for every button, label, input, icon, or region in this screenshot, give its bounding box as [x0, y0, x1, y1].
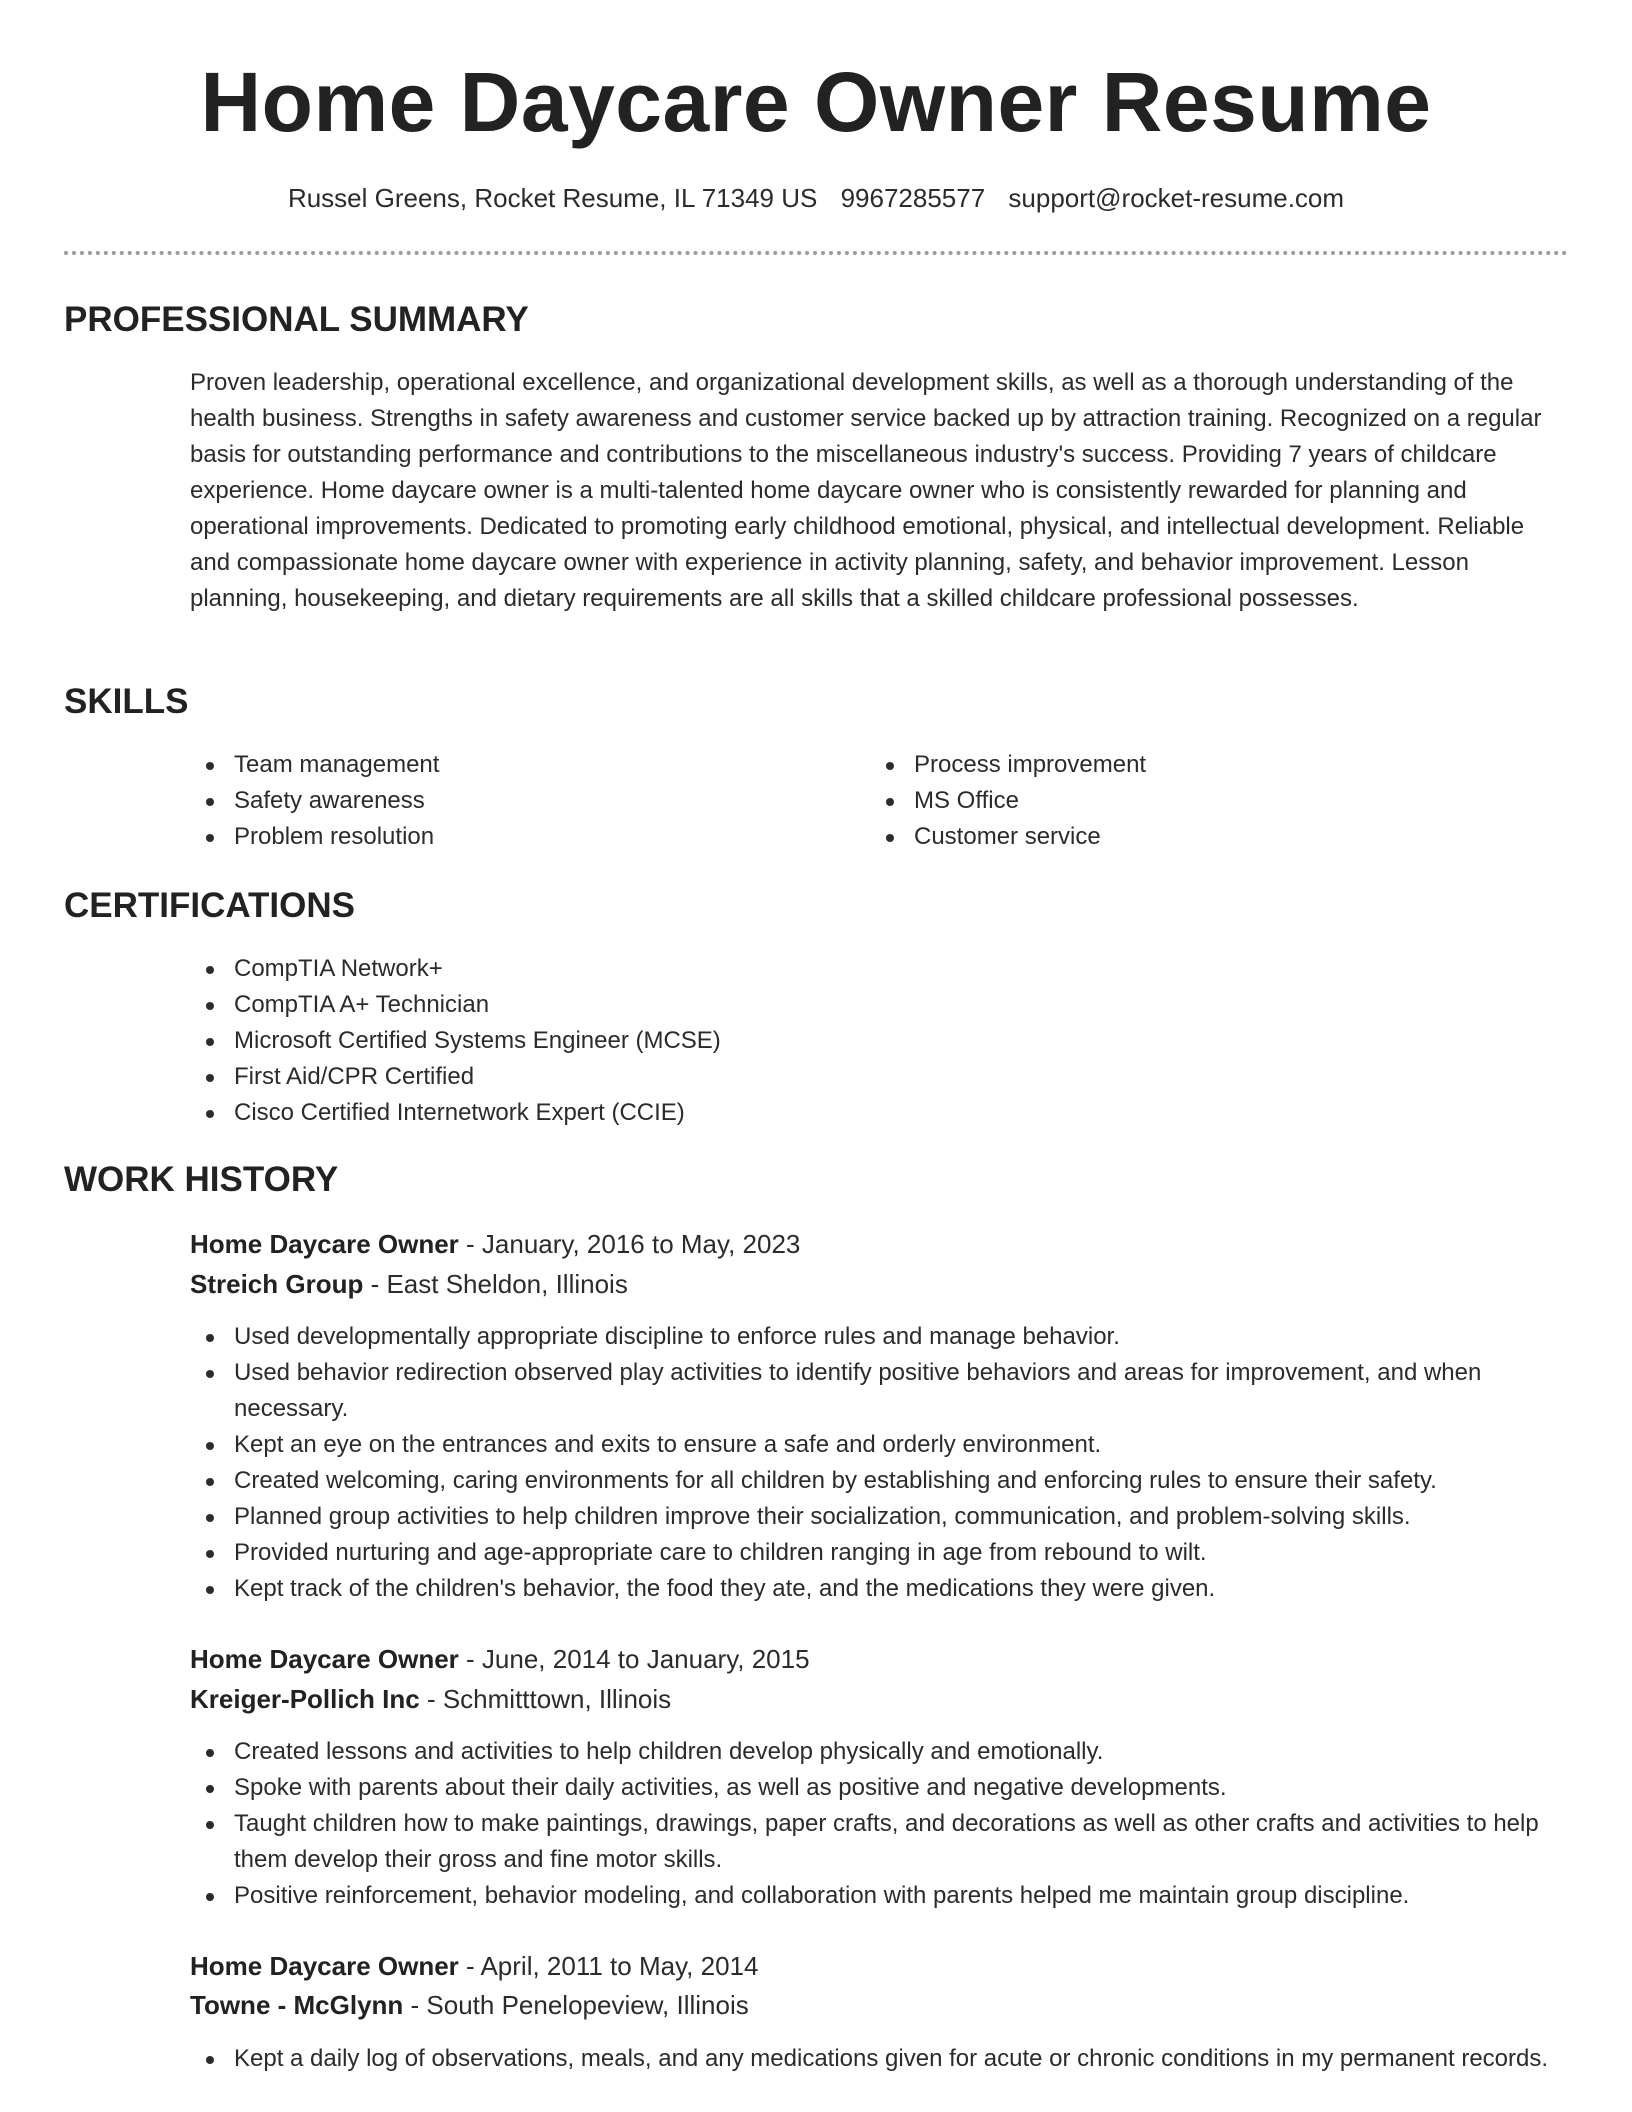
skills-heading: SKILLS	[64, 682, 189, 721]
job-duties-list	[190, 1319, 1568, 1607]
job-dates: - January, 2016 to May, 2023	[458, 1229, 801, 1259]
job-title: Home Daycare Owner	[190, 1229, 459, 1259]
contact-line	[0, 180, 1632, 216]
job-company: Towne - McGlynn	[190, 1990, 404, 2020]
contact-email: support@rocket-resume.com	[1008, 183, 1345, 213]
job-location: - Schmitttown, Illinois	[419, 1684, 672, 1714]
job-company: Streich Group	[190, 1269, 364, 1299]
summary-heading: PROFESSIONAL SUMMARY	[64, 300, 529, 339]
job-title: Home Daycare Owner	[190, 1644, 459, 1674]
job-title-line	[190, 1947, 1568, 1985]
skill-item: MS Office	[870, 783, 1530, 819]
work-history-heading: WORK HISTORY	[64, 1160, 339, 1199]
certification-item: First Aid/CPR Certified	[190, 1059, 1490, 1095]
job-duty: Used behavior redirection observed play activities to identify positive behaviors and areas for improvement, and when necessary.	[190, 1355, 1568, 1427]
job-duty: Planned group activities to help children improve their socialization, communication, and problem-solving skills.	[190, 1499, 1568, 1535]
job-duty: Created welcoming, caring environments for all children by establishing and enforcing rules to ensure their safety.	[190, 1463, 1568, 1499]
skill-item: Customer service	[870, 819, 1530, 855]
job-duty: Kept a daily log of observations, meals, and any medications given for acute or chronic conditions in my permanent records.	[190, 2041, 1568, 2077]
job-duties-list	[190, 1734, 1568, 1914]
contact-address: Russel Greens, Rocket Resume, IL 71349 US	[287, 183, 818, 213]
job-duty: Taught children how to make paintings, drawings, paper crafts, and decorations as well as other crafts and activities to help them develop their gross and fine motor skills.	[190, 1806, 1568, 1878]
job-dates: - June, 2014 to January, 2015	[458, 1644, 810, 1674]
skill-item: Problem resolution	[190, 819, 850, 855]
job-duty: Created lessons and activities to help children develop physically and emotionally.	[190, 1734, 1568, 1770]
job-duty: Kept an eye on the entrances and exits to ensure a safe and orderly environment.	[190, 1427, 1568, 1463]
job-company-line	[190, 1680, 1568, 1718]
skill-item: Process improvement	[870, 747, 1530, 783]
job-duty: Positive reinforcement, behavior modeling, and collaboration with parents helped me maintain group discipline.	[190, 1878, 1568, 1914]
job-title: Home Daycare Owner	[190, 1951, 459, 1981]
certification-item: CompTIA Network+	[190, 951, 1490, 987]
job-location: - East Sheldon, Illinois	[363, 1269, 628, 1299]
job-title-line	[190, 1640, 1568, 1678]
job-duty: Provided nurturing and age-appropriate care to children ranging in age from rebound to wilt.	[190, 1535, 1568, 1571]
summary-text: Proven leadership, operational excellence, and organizational development skills, as well as a thorough understanding of the health business. Strengths in safety awareness and customer service backed up by attraction training. Recognized on a regular basis for outstanding performance and contributions to the miscellaneous industry's success. Providing 7 years of childcare experience. Home daycare owner is a multi-talented home daycare owner who is consistently rewarded for planning and operational improvements. Dedicated to promoting early childhood emotional, physical, and intellectual development. Reliable and compassionate home daycare owner with experience in activity planning, safety, and behavior improvement. Lesson planning, housekeeping, and dietary requirements are all skills that a skilled childcare professional possesses.	[190, 369, 1542, 612]
certification-item: CompTIA A+ Technician	[190, 987, 1490, 1023]
certifications-list	[190, 951, 1490, 1131]
header-divider	[64, 251, 1568, 255]
job-duty: Kept track of the children's behavior, the food they ate, and the medications they were given.	[190, 1571, 1568, 1607]
job-duty: Used developmentally appropriate discipline to enforce rules and manage behavior.	[190, 1319, 1568, 1355]
job-location: - South Penelopeview, Illinois	[403, 1990, 749, 2020]
job-title-line	[190, 1225, 1568, 1263]
job-duty: Spoke with parents about their daily activities, as well as positive and negative developments.	[190, 1770, 1568, 1806]
skills-list-right	[870, 747, 1530, 855]
job-dates: - April, 2011 to May, 2014	[458, 1951, 759, 1981]
page-title: Home Daycare Owner Resume	[200, 55, 1432, 149]
skill-item: Team management	[190, 747, 850, 783]
job-company: Kreiger-Pollich Inc	[190, 1684, 420, 1714]
certification-item: Cisco Certified Internetwork Expert (CCIE)	[190, 1095, 1490, 1131]
job-duties-list	[190, 2041, 1568, 2077]
job-company-line	[190, 1986, 1568, 2024]
certifications-heading: CERTIFICATIONS	[64, 886, 356, 925]
skills-list-left	[190, 747, 850, 855]
job-company-line	[190, 1265, 1568, 1303]
contact-phone: 9967285577	[840, 183, 986, 213]
certification-item: Microsoft Certified Systems Engineer (MCSE)	[190, 1023, 1490, 1059]
skill-item: Safety awareness	[190, 783, 850, 819]
